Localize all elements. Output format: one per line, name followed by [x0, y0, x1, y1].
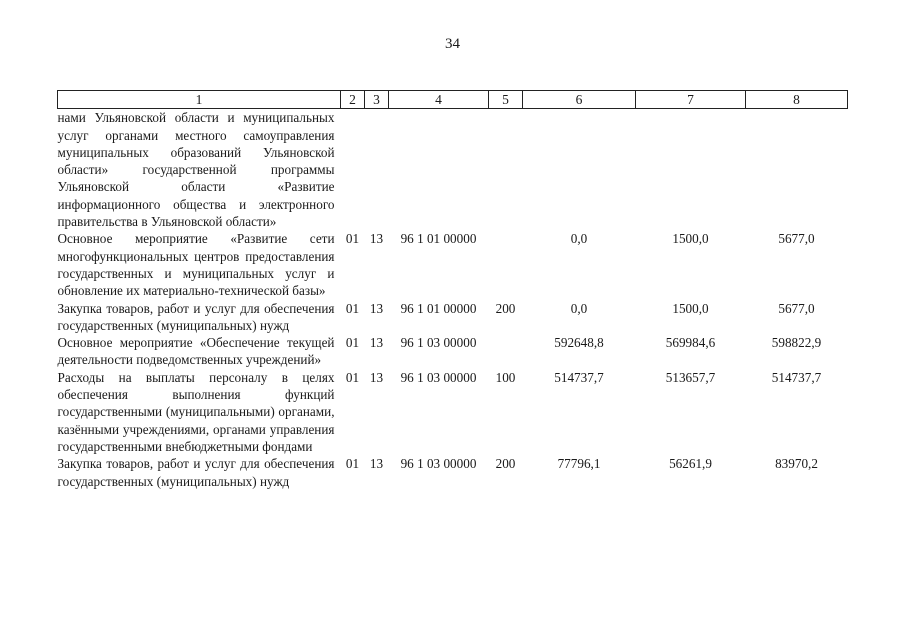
row-expense-type [489, 334, 523, 369]
header-col-5: 5 [489, 91, 523, 109]
row-name: Расходы на выплаты персоналу в целях обеспечения выполнения функций государственными (муниципальными) органами, казёнными учреждениями, органами управления государственными внебюджетными фондами [57, 369, 335, 454]
page-number: 34 [445, 36, 460, 52]
row-expense-type: 200 [495, 456, 516, 472]
row-amount-col8: 83970,2 [775, 456, 818, 472]
header-col-1: 1 [58, 91, 341, 109]
row-subsection: 13 [369, 456, 384, 472]
header-col-2: 2 [341, 91, 365, 109]
row-name: нами Ульяновской области и муниципальных услуг органами местного самоуправления муниципальных образований Ульяновской области» государственной программы Ульяновской области «Развитие информационного общества и электронного правительства в Ульяновской области» [57, 110, 335, 230]
row-section: 01 [345, 335, 360, 351]
table-body [58, 109, 848, 490]
row-amount-col7 [636, 109, 746, 231]
row-section: 01 [345, 369, 360, 385]
header-col-3: 3 [365, 91, 389, 109]
row-amount-col6: 592648,8 [554, 335, 604, 351]
header-col-7: 7 [636, 91, 746, 109]
row-amount-col7: 1500,0 [672, 300, 709, 316]
row-amount-col8: 514737,7 [771, 369, 822, 385]
row-expense-type: 100 [495, 369, 516, 385]
row-expense-type [489, 230, 523, 299]
table-row [58, 334, 848, 369]
header-col-4: 4 [389, 91, 489, 109]
row-target-code: 96 1 01 00000 [400, 231, 477, 247]
table-row [58, 455, 848, 490]
row-subsection: 13 [369, 300, 384, 316]
row-section: 01 [345, 231, 360, 247]
table-header [58, 91, 848, 109]
row-name: Закупка товаров, работ и услуг для обеспечения государственных (муниципальных) нужд [57, 456, 335, 489]
row-expense-type [489, 109, 523, 231]
row-amount-col6: 0,0 [570, 231, 588, 247]
row-amount-col8: 5677,0 [778, 300, 815, 316]
budget-table [57, 90, 848, 490]
row-subsection: 13 [369, 335, 384, 351]
table-row [58, 300, 848, 335]
table-row [58, 369, 848, 455]
row-target-code: 96 1 03 00000 [400, 456, 477, 472]
row-amount-col6: 0,0 [570, 300, 588, 316]
row-target-code [389, 109, 489, 231]
row-amount-col6 [523, 109, 636, 231]
row-expense-type: 200 [495, 300, 516, 316]
row-section: 01 [345, 300, 360, 316]
row-amount-col7: 513657,7 [665, 369, 716, 385]
row-amount-col8: 598822,9 [771, 335, 822, 351]
row-name: Закупка товаров, работ и услуг для обеспечения государственных (муниципальных) нужд [57, 300, 335, 333]
row-target-code: 96 1 01 00000 [400, 300, 477, 316]
row-target-code: 96 1 03 00000 [400, 335, 477, 351]
row-subsection: 13 [369, 369, 384, 385]
row-amount-col6: 514737,7 [554, 369, 604, 385]
row-amount-col8 [746, 109, 848, 231]
row-section [341, 109, 365, 231]
row-amount-col7: 56261,9 [669, 456, 712, 472]
row-name: Основное мероприятие «Обеспечение текущей деятельности подведомственных учреждений» [57, 335, 335, 368]
row-subsection [365, 109, 389, 231]
table-row [58, 109, 848, 231]
row-subsection: 13 [369, 231, 384, 247]
row-amount-col8: 5677,0 [778, 231, 815, 247]
header-row [58, 91, 848, 109]
header-col-6: 6 [523, 91, 636, 109]
row-target-code: 96 1 03 00000 [400, 369, 477, 385]
header-col-8: 8 [746, 91, 848, 109]
row-amount-col7: 1500,0 [672, 231, 709, 247]
table-row [58, 230, 848, 299]
row-amount-col6: 77796,1 [557, 456, 601, 472]
row-name: Основное мероприятие «Развитие сети многофункциональных центров предоставления государственных и муниципальных услуг и обновление их материально-технической базы» [57, 231, 335, 299]
row-amount-col7: 569984,6 [665, 335, 716, 351]
row-section: 01 [345, 456, 360, 472]
